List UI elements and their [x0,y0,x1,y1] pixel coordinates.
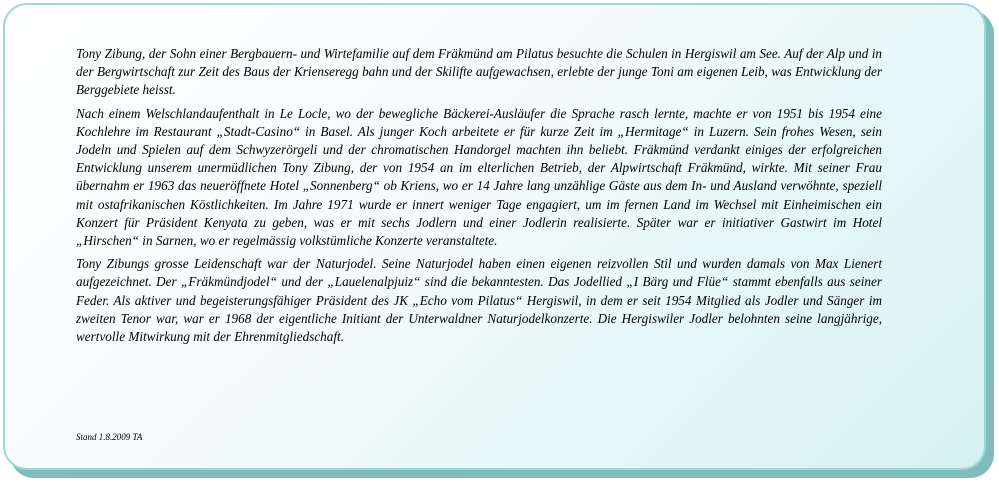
paragraph-career: Nach einem Welschlandaufenthalt in Le Locle, wo der bewegliche Bäckerei-Ausläufer die Sprache rasch lernte, machte er von 1951 bis 1954 eine Kochlehre im Restaurant „Stadt-Casino“ in Basel. Als junger Koch arbeitete er für kurze Zeit im „Hermitage“ in Luzern. Sein frohes Wesen, sein Jodeln und Spielen auf dem Schwyzerörgeli und der chromatischen Handorgel machten ihn beliebt. Fräkmünd verdankt einiges der erfolgreichen Entwicklung unserem unermüdlichen Tony Zibung, der von 1954 an im elterlichen Betrieb, der Alpwirtschaft Fräkmünd, wirkte. Mit seiner Frau übernahm er 1963 das neueröffnete Hotel „Sonnenberg“ ob Kriens, wo er 14 Jahre lang unzählige Gäste aus dem In- und Ausland verwöhnte, speziell mit ostafrikanischen Köstlichkeiten. Im Jahre 1971 wurde er innert weniger Tage engagiert, um im fernen Land im Wechsel mit Einheimischen ein Konzert für Präsident Kenyata zu geben, was er mit sechs Jodlern und einer Jodlerin realisierte. Später war er initiativer Gastwirt im Hotel „Hirschen“ in Sarnen, wo er regelmässig volkstümliche Konzerte veranstaltete. [76,105,882,249]
paragraph-naturjodel: Tony Zibungs grosse Leidenschaft war der Naturjodel. Seine Naturjodel haben einen eigenen reizvollen Stil und wurden damals von Max Lienert aufgezeichnet. Der „Fräkmündjodel“ und der „Lauelenalpjuiz“ sind die bekanntesten. Das Jodellied „I Bärg und Flüe“ stammt ebenfalls aus seiner Feder. Als aktiver und begeisterungsfähiger Präsident des JK „Echo vom Pilatus“ Hergiswil, in dem er seit 1954 Mitglied als Jodler und Sänger im zweiten Tenor war, war er 1968 der eigentliche Initiant der Unterwaldner Naturjodelkonzerte. Die Hergiswiler Jodler belohnten seine langjährige, wertvolle Mitwirkung mit der Ehrenmitgliedschaft. [76,256,882,345]
stand-date-note: Stand 1.8.2009 TA [76,432,143,442]
biography-text [76,45,882,351]
paragraph-early-life: Tony Zibung, der Sohn einer Bergbauern- und Wirtefamilie auf dem Fräkmünd am Pilatus besuchte die Schulen in Hergiswil am See. Auf der Alp und in der Bergwirtschaft zur Zeit des Baus der Krienseregg bahn und der Skilifte aufgewachsen, erlebte der junge Toni am eigenen Leib, was Entwicklung der Berggebiete heisst. [76,46,882,98]
